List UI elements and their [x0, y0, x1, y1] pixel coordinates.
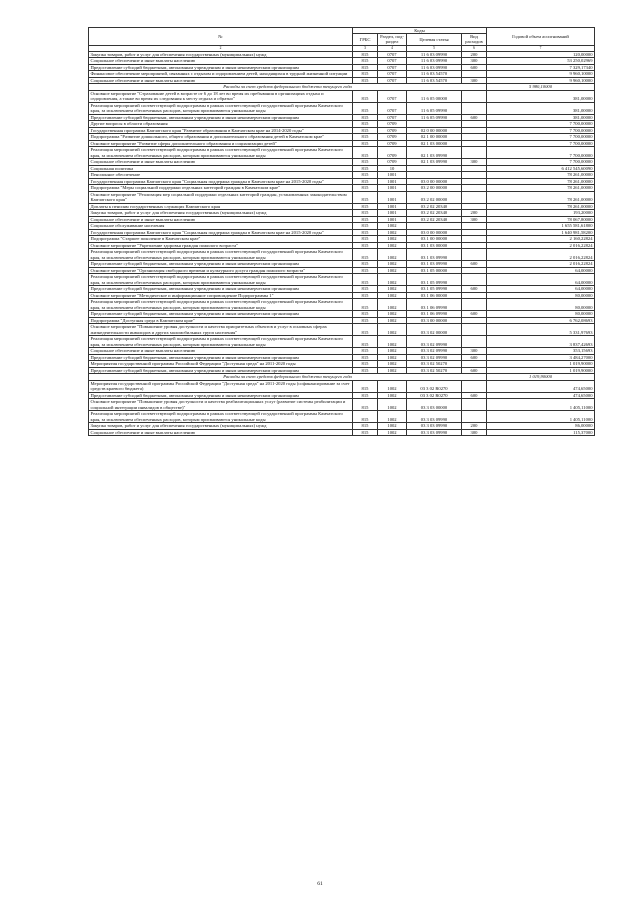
amount-cell: 78 261,00000 — [487, 191, 595, 203]
grbs-cell: 815 — [353, 292, 378, 299]
section-cell: 1002 — [378, 354, 407, 361]
amount-cell: 64,00000 — [487, 286, 595, 293]
target-cell: 03 1 00 00000 — [407, 236, 462, 243]
section-cell: 0709 — [378, 140, 407, 147]
grbs-cell: 815 — [353, 210, 378, 217]
section-cell: 1002 — [378, 236, 407, 243]
section-cell: 0707 — [378, 51, 407, 58]
expense-type-cell — [462, 90, 487, 102]
section-cell: 1002 — [378, 361, 407, 368]
expense-type-cell — [462, 249, 487, 261]
expense-type-cell: 600 — [462, 354, 487, 361]
amount-cell: 5 331,97693 — [487, 324, 595, 336]
section-cell: 1002 — [378, 429, 407, 436]
section-cell: 1002 — [378, 261, 407, 268]
grbs-cell: 815 — [353, 286, 378, 293]
target-cell: 03 2 02 00000 — [407, 191, 462, 203]
section-cell: 1002 — [378, 317, 407, 324]
table-row — [89, 90, 595, 102]
name-cell: Предоставление субсидий бюджетным, автономным учреждениям и иным некоммерческим организациям — [89, 64, 353, 71]
amount-cell: 474,65000 — [487, 380, 595, 392]
section-cell: 1002 — [378, 348, 407, 355]
section-cell: 1002 — [378, 336, 407, 348]
column-number: 2 — [89, 45, 353, 51]
target-cell: 03 1 03 09990 — [407, 249, 462, 261]
amount-cell: 78 067,80000 — [487, 216, 595, 223]
name-cell: Реализация мероприятий соответствующей подпрограммы в рамках соответствующей государственной программы Камчатского края, за исключением обеспеченных расходов, которым присваиваются уникальные коды — [89, 102, 353, 114]
table-row — [89, 249, 595, 261]
grbs-cell: 815 — [353, 299, 378, 311]
name-cell: Государственная программа Камчатского края "Социальная поддержка граждан в Камчатском крае на 2015-2020 годы" — [89, 229, 353, 236]
section-cell: 1001 — [378, 216, 407, 223]
column-number: 4 — [378, 45, 407, 51]
grbs-cell: 815 — [353, 178, 378, 185]
codes-header: Коды — [353, 28, 487, 34]
amount-header: Годовой объем ассигнований — [487, 28, 595, 46]
section-cell: 1002 — [378, 286, 407, 293]
expense-type-cell — [462, 380, 487, 392]
column-number: 7 — [487, 45, 595, 51]
name-cell: Государственная программа Камчатского края "Социальная поддержка граждан в Камчатском крае на 2015-2020 годы" — [89, 178, 353, 185]
amount-cell: 3 484,27000 — [487, 354, 595, 361]
expense-type-cell — [462, 336, 487, 348]
section-cell: 0707 — [378, 71, 407, 78]
amount-cell: 78 261,00000 — [487, 178, 595, 185]
grbs-cell: 815 — [353, 317, 378, 324]
name-cell: Предоставление субсидий бюджетным, автономным учреждениям и иным некоммерческим организациям — [89, 311, 353, 318]
target-cell: 02 1 00 00000 — [407, 134, 462, 141]
amount-cell: 64,00000 — [487, 267, 595, 274]
expense-type-cell — [462, 324, 487, 336]
amount-cell: 3 837,42693 — [487, 336, 595, 348]
table-row — [89, 102, 595, 114]
grbs-cell: 815 — [353, 267, 378, 274]
amount-cell: 7 700,00000 — [487, 127, 595, 134]
expense-type-header: Вид расходов — [462, 34, 487, 45]
grbs-cell: 815 — [353, 223, 378, 230]
name-cell: Доплаты к пенсиям государственных служащих Камчатского края — [89, 203, 353, 210]
target-cell: 02 1 03 09990 — [407, 147, 462, 159]
grbs-cell: 815 — [353, 140, 378, 147]
section-cell: 1001 — [378, 178, 407, 185]
name-cell: Основное мероприятие "Повышение уровня доступности и качества приоритетных объектов и услуг в основных сферах жизнедеятельности инвалидов и других маломобильных групп населения" — [89, 324, 353, 336]
target-cell: 03 2 02 20340 — [407, 216, 462, 223]
amount-cell: 2 016,22824 — [487, 261, 595, 268]
amount-cell: 9 960,10000 — [487, 71, 595, 78]
expense-type-cell: 600 — [462, 367, 487, 374]
section-cell: 0709 — [378, 147, 407, 159]
section-cell: 0707 — [378, 58, 407, 65]
page-number: 61 — [317, 881, 323, 887]
expense-type-cell: 600 — [462, 261, 487, 268]
grbs-cell: 815 — [353, 361, 378, 368]
name-cell: Государственная программа Камчатского края "Развитие образования в Камчатском крае на 2014-2020 годы" — [89, 127, 353, 134]
name-cell: Предоставление субсидий бюджетным, автономным учреждениям и иным некоммерческим организациям — [89, 367, 353, 374]
grbs-cell: 815 — [353, 423, 378, 430]
amount-cell: 2 016,22824 — [487, 249, 595, 261]
amount-cell: 115,37000 — [487, 429, 595, 436]
target-cell: 03 3 03 00000 — [407, 399, 462, 411]
name-cell: Основное мероприятие "Повышение уровня доступности и качества реабилитационных услуг (развитие системы реабилитации и социальной интеграции инвалидов в обществе)" — [89, 399, 353, 411]
table-row — [89, 429, 595, 436]
table-row — [89, 399, 595, 411]
name-cell: Закупка товаров, работ и услуг для обеспечения государственных (муниципальных) нужд — [89, 210, 353, 217]
target-cell: 11 6 05 09990 — [407, 114, 462, 121]
amount-cell: 7 700,00000 — [487, 121, 595, 128]
column-number: 6 — [462, 45, 487, 51]
grbs-cell: 815 — [353, 311, 378, 318]
expense-type-cell: 300 — [462, 429, 487, 436]
expense-type-cell: 300 — [462, 58, 487, 65]
target-cell: 02 0 00 00000 — [407, 127, 462, 134]
target-cell: 03 3 02 R0270 — [407, 380, 462, 392]
name-cell: Социальное обеспечение и иные выплаты населению — [89, 58, 353, 65]
amount-cell: 1 655 581,61800 — [487, 223, 595, 230]
name-cell: Подпрограмма "Доступная среда в Камчатском крае" — [89, 317, 353, 324]
target-cell: 11 6 03 09990 — [407, 64, 462, 71]
section-cell: 0709 — [378, 159, 407, 166]
table-row — [89, 336, 595, 348]
name-cell: Пенсионное обеспечение — [89, 172, 353, 179]
amount-cell: 9 960,10000 — [487, 77, 595, 84]
amount-cell: 1 405,11000 — [487, 411, 595, 423]
target-cell: 03 2 00 00000 — [407, 185, 462, 192]
name-cell: Основное мероприятие "Методическое и информационное сопровождение Подпрограммы 1" — [89, 292, 353, 299]
section-cell: 1002 — [378, 423, 407, 430]
expense-type-cell: 600 — [462, 311, 487, 318]
target-cell: 03 2 02 20340 — [407, 210, 462, 217]
name-cell: Социальное обеспечение и иные выплаты населению — [89, 77, 353, 84]
amount-cell: 6 762,08693 — [487, 317, 595, 324]
section-cell: 1002 — [378, 299, 407, 311]
name-cell: Подпрограмма "Старшее поколение в Камчатском крае" — [89, 236, 353, 243]
section-cell: 1002 — [378, 324, 407, 336]
grbs-cell: 815 — [353, 90, 378, 102]
grbs-cell: 815 — [353, 336, 378, 348]
target-cell: 11 6 03 54570 — [407, 77, 462, 84]
target-cell: 03 1 03 09990 — [407, 261, 462, 268]
expense-type-cell: 600 — [462, 64, 487, 71]
name-cell: Социальное обеспечение и иные выплаты населению — [89, 429, 353, 436]
name-cell: Предоставление субсидий бюджетным, автономным учреждениям и иным некоммерческим организациям — [89, 354, 353, 361]
name-cell: Предоставление субсидий бюджетным, автономным учреждениям и иным некоммерческим организациям — [89, 286, 353, 293]
amount-cell: 2 160,22824 — [487, 236, 595, 243]
grbs-cell: 815 — [353, 58, 378, 65]
grbs-cell: 815 — [353, 261, 378, 268]
grbs-cell: 815 — [353, 185, 378, 192]
name-cell: Закупка товаров, работ и услуг для обеспечения государственных (муниципальных) нужд — [89, 51, 353, 58]
grbs-cell: 815 — [353, 114, 378, 121]
target-cell: 02 1 03 00000 — [407, 140, 462, 147]
column-number: 3 — [353, 45, 378, 51]
amount-cell: 78 261,00000 — [487, 203, 595, 210]
name-cell: Социальное обеспечение и иные выплаты населению — [89, 348, 353, 355]
subtitle-cell: Расходы за счет средств федерального бюджета текущего года — [89, 374, 487, 381]
section-cell: 1001 — [378, 185, 407, 192]
amount-cell: 78 261,00000 — [487, 172, 595, 179]
name-cell: Реализация мероприятий соответствующей подпрограммы в рамках соответствующей государственной программы Камчатского края, за исключением обеспеченных расходов, которым присваиваются уникальные коды — [89, 336, 353, 348]
expense-type-cell — [462, 299, 487, 311]
target-cell: 11 6 03 09990 — [407, 51, 462, 58]
name-cell: Реализация мероприятий соответствующей подпрограммы в рамках соответствующей государственной программы Камчатского края, за исключением обеспеченных расходов, которым присваиваются уникальные коды — [89, 274, 353, 286]
target-cell: 03 1 06 09990 — [407, 299, 462, 311]
section-cell: 1002 — [378, 242, 407, 249]
name-cell: Закупка товаров, работ и услуг для обеспечения государственных (муниципальных) нужд — [89, 423, 353, 430]
section-cell: 1002 — [378, 267, 407, 274]
amount-cell: 80,00000 — [487, 292, 595, 299]
expense-type-cell — [462, 411, 487, 423]
target-cell: 03 3 03 09990 — [407, 429, 462, 436]
target-cell: 03 1 03 00000 — [407, 242, 462, 249]
grbs-cell: 815 — [353, 229, 378, 236]
grbs-cell: 815 — [353, 77, 378, 84]
expense-type-cell: 200 — [462, 423, 487, 430]
target-cell: 03 3 02 R0270 — [407, 392, 462, 399]
grbs-cell: 815 — [353, 121, 378, 128]
amount-cell: 120,00000 — [487, 51, 595, 58]
section-cell: 0709 — [378, 121, 407, 128]
name-cell: Реализация мероприятий соответствующей подпрограммы в рамках соответствующей государственной программы Камчатского края, за исключением обеспеченных расходов, которым присваиваются уникальные коды — [89, 147, 353, 159]
expense-type-cell — [462, 102, 487, 114]
expense-type-cell: 300 — [462, 348, 487, 355]
grbs-cell: 815 — [353, 102, 378, 114]
name-cell: Социальная политика — [89, 165, 353, 172]
grbs-cell: 815 — [353, 165, 378, 172]
grbs-cell: 815 — [353, 51, 378, 58]
table-row — [89, 274, 595, 286]
amount-cell: 78 261,00000 — [487, 185, 595, 192]
grbs-cell: 815 — [353, 134, 378, 141]
section-cell: 0707 — [378, 77, 407, 84]
amount-cell: 80,00000 — [487, 311, 595, 318]
table-row — [89, 324, 595, 336]
target-cell: 03 1 06 00000 — [407, 292, 462, 299]
grbs-cell: 815 — [353, 191, 378, 203]
budget-allocation-table — [88, 27, 595, 436]
name-cell: Реализация мероприятий соответствующей подпрограммы в рамках соответствующей государственной программы Камчатского края, за исключением обеспеченных расходов, которым присваиваются уникальные коды — [89, 411, 353, 423]
target-cell: 03 1 05 09990 — [407, 274, 462, 286]
section-cell: 1002 — [378, 367, 407, 374]
amount-cell: 1 640 981,58200 — [487, 229, 595, 236]
target-cell: 11 6 05 00000 — [407, 90, 462, 102]
name-cell: Подпрограмма "Развитие дошкольного, общего образования и дополнительного образования детей в Камчатском крае" — [89, 134, 353, 141]
target-cell: 03 3 02 00000 — [407, 324, 462, 336]
num-header: № — [89, 28, 353, 46]
amount-cell: 53 250,02969 — [487, 58, 595, 65]
table-header-row — [89, 28, 595, 34]
section-cell: 1002 — [378, 411, 407, 423]
target-cell: 03 3 02 09990 — [407, 336, 462, 348]
grbs-cell: 815 — [353, 429, 378, 436]
expense-type-cell: 200 — [462, 51, 487, 58]
expense-type-cell — [462, 274, 487, 286]
grbs-cell: 815 — [353, 392, 378, 399]
grbs-cell: 815 — [353, 172, 378, 179]
target-cell: 11 6 03 54570 — [407, 71, 462, 78]
grbs-cell: 815 — [353, 380, 378, 392]
amount-cell: 381,00000 — [487, 90, 595, 102]
section-cell: 1002 — [378, 311, 407, 318]
target-cell: 03 2 02 20340 — [407, 203, 462, 210]
expense-type-cell — [462, 399, 487, 411]
expense-type-cell: 600 — [462, 286, 487, 293]
amount-cell: 64,00000 — [487, 274, 595, 286]
table-body — [89, 51, 595, 436]
name-cell: Социальное обеспечение и иные выплаты населению — [89, 216, 353, 223]
name-cell: Основное мероприятие "Организация свободного времени и культурного досуга граждан пожилого возраста" — [89, 267, 353, 274]
amount-cell: 7 700,00000 — [487, 159, 595, 166]
name-cell: Финансовое обеспечение мероприятий, связанных с отдыхом и оздоровлением детей, находящихся в трудной жизненной ситуации — [89, 71, 353, 78]
name-cell: Реализация мероприятий соответствующей подпрограммы в рамках соответствующей государственной программы Камчатского края, за исключением обеспеченных расходов, которым присваиваются уникальные коды — [89, 299, 353, 311]
amount-cell: 381,00000 — [487, 114, 595, 121]
table-row — [89, 380, 595, 392]
section-cell: 0709 — [378, 127, 407, 134]
grbs-cell: 815 — [353, 71, 378, 78]
grbs-cell: 815 — [353, 203, 378, 210]
section-header: Раздел, под-раздел — [378, 34, 407, 45]
grbs-cell: 815 — [353, 216, 378, 223]
target-cell: 03 1 06 09990 — [407, 311, 462, 318]
grbs-cell: 815 — [353, 242, 378, 249]
amount-cell: 86,00000 — [487, 423, 595, 430]
expense-type-cell: 300 — [462, 159, 487, 166]
target-cell: 03 3 00 00000 — [407, 317, 462, 324]
expense-type-cell — [462, 147, 487, 159]
table-row — [89, 147, 595, 159]
expense-type-cell: 600 — [462, 114, 487, 121]
grbs-cell: 815 — [353, 324, 378, 336]
section-cell: 0707 — [378, 64, 407, 71]
target-cell: 03 0 00 00000 — [407, 229, 462, 236]
grbs-cell: 815 — [353, 274, 378, 286]
name-cell: Основное мероприятие "Реализация мер социальной поддержки отдельных категорий граждан, установленных законодательством Камчатского края" — [89, 191, 353, 203]
column-number: 5 — [407, 45, 462, 51]
amount-cell: 7 700,00000 — [487, 147, 595, 159]
table-row — [89, 191, 595, 203]
section-cell: 1001 — [378, 172, 407, 179]
amount-cell: 7 700,00000 — [487, 134, 595, 141]
expense-type-cell: 300 — [462, 77, 487, 84]
amount-cell: 6 412 545,60090 — [487, 165, 595, 172]
expense-type-cell — [462, 191, 487, 203]
target-cell: 11 6 05 09990 — [407, 102, 462, 114]
expense-type-cell: 200 — [462, 210, 487, 217]
target-cell: 03 3 02 50270 — [407, 367, 462, 374]
table-row — [89, 411, 595, 423]
subtitle-cell: Расходы за счет средств федерального бюджета текущего года — [89, 84, 487, 91]
grbs-cell: 815 — [353, 354, 378, 361]
grbs-header: ГРБС — [353, 34, 378, 45]
amount-cell: 5 980,10000 — [487, 84, 595, 91]
name-cell: Основное мероприятие "Страхование детей в возрасте от 6 до 18 лет во время их пребывания в организациях отдыха и оздоровления, а также во время их следования к месту отдыха и обратно" — [89, 90, 353, 102]
section-cell: 1002 — [378, 249, 407, 261]
target-cell: 03 1 05 09990 — [407, 286, 462, 293]
amount-cell: 7 700,00000 — [487, 140, 595, 147]
section-cell: 10 — [378, 165, 407, 172]
section-cell: 1002 — [378, 223, 407, 230]
name-cell: Социальное обеспечение и иные выплаты населению — [89, 159, 353, 166]
name-cell: Мероприятия государственной программы Российской Федерации "Доступная среда" на 2011-2020 годы (софинансирование за счет средств краевого бюджета) — [89, 380, 353, 392]
target-cell: 03 3 03 09990 — [407, 411, 462, 423]
amount-cell: 193,20000 — [487, 210, 595, 217]
grbs-cell: 815 — [353, 147, 378, 159]
grbs-cell: 815 — [353, 236, 378, 243]
name-cell: Основное мероприятие "Укрепление здоровья граждан пожилого возраста" — [89, 242, 353, 249]
section-cell: 1002 — [378, 399, 407, 411]
section-cell: 0707 — [378, 102, 407, 114]
section-cell: 0709 — [378, 134, 407, 141]
section-cell: 1002 — [378, 392, 407, 399]
name-cell: Другие вопросы в области образования — [89, 121, 353, 128]
grbs-cell: 815 — [353, 127, 378, 134]
grbs-cell: 815 — [353, 367, 378, 374]
amount-cell: 474,65000 — [487, 392, 595, 399]
section-cell: 1001 — [378, 203, 407, 210]
target-cell: 03 3 02 09990 — [407, 348, 462, 355]
grbs-cell: 815 — [353, 64, 378, 71]
section-cell: 1002 — [378, 229, 407, 236]
name-cell: Подпрограмма "Меры социальной поддержки отдельных категорий граждан в Камчатском крае" — [89, 185, 353, 192]
amount-cell: 1 019,90000 — [487, 361, 595, 368]
grbs-cell: 815 — [353, 411, 378, 423]
section-cell: 0707 — [378, 90, 407, 102]
target-cell: 03 3 02 09990 — [407, 354, 462, 361]
amount-cell: 80,00000 — [487, 299, 595, 311]
name-cell: Социальное обслуживание населения — [89, 223, 353, 230]
section-cell: 1002 — [378, 380, 407, 392]
target-cell: 11 6 03 09990 — [407, 58, 462, 65]
amount-cell: 353,15693 — [487, 348, 595, 355]
amount-cell: 1 019,90000 — [487, 367, 595, 374]
grbs-cell: 815 — [353, 348, 378, 355]
name-cell: Предоставление субсидий бюджетным, автономным учреждениям и иным некоммерческим организациям — [89, 392, 353, 399]
target-header: Целевая статья — [407, 34, 462, 45]
target-cell: 03 3 02 50270 — [407, 361, 462, 368]
section-cell: 1001 — [378, 210, 407, 217]
expense-type-cell: 300 — [462, 216, 487, 223]
name-cell: Предоставление субсидий бюджетным, автономным учреждениям и иным некоммерческим организациям — [89, 261, 353, 268]
target-cell: 03 1 05 00000 — [407, 267, 462, 274]
name-cell: Реализация мероприятий соответствующей подпрограммы в рамках соответствующей государственной программы Камчатского края, за исключением обеспеченных расходов, которым присваиваются уникальные коды — [89, 249, 353, 261]
grbs-cell: 815 — [353, 399, 378, 411]
section-cell: 1002 — [378, 274, 407, 286]
grbs-cell: 815 — [353, 249, 378, 261]
name-cell: Мероприятия государственной программы Российской Федерации "Доступная среда" на 2011-2020 годы — [89, 361, 353, 368]
name-cell: Предоставление субсидий бюджетным, автономным учреждениям и иным некоммерческим организациям — [89, 114, 353, 121]
target-cell: 03 0 00 00000 — [407, 178, 462, 185]
target-cell: 02 1 03 09990 — [407, 159, 462, 166]
amount-cell: 1 019,90000 — [487, 374, 595, 381]
amount-cell: 7 329,17340 — [487, 64, 595, 71]
section-cell: 0707 — [378, 114, 407, 121]
name-cell: Основное мероприятие "Развитие сферы дополнительного образования и социализации детей" — [89, 140, 353, 147]
amount-cell: 381,00000 — [487, 102, 595, 114]
amount-cell: 1 405,11000 — [487, 399, 595, 411]
target-cell: 03 3 03 09990 — [407, 423, 462, 430]
section-cell: 1001 — [378, 191, 407, 203]
section-cell: 1002 — [378, 292, 407, 299]
amount-cell: 2 016,22824 — [487, 242, 595, 249]
grbs-cell: 815 — [353, 159, 378, 166]
expense-type-cell: 600 — [462, 392, 487, 399]
table-row — [89, 299, 595, 311]
